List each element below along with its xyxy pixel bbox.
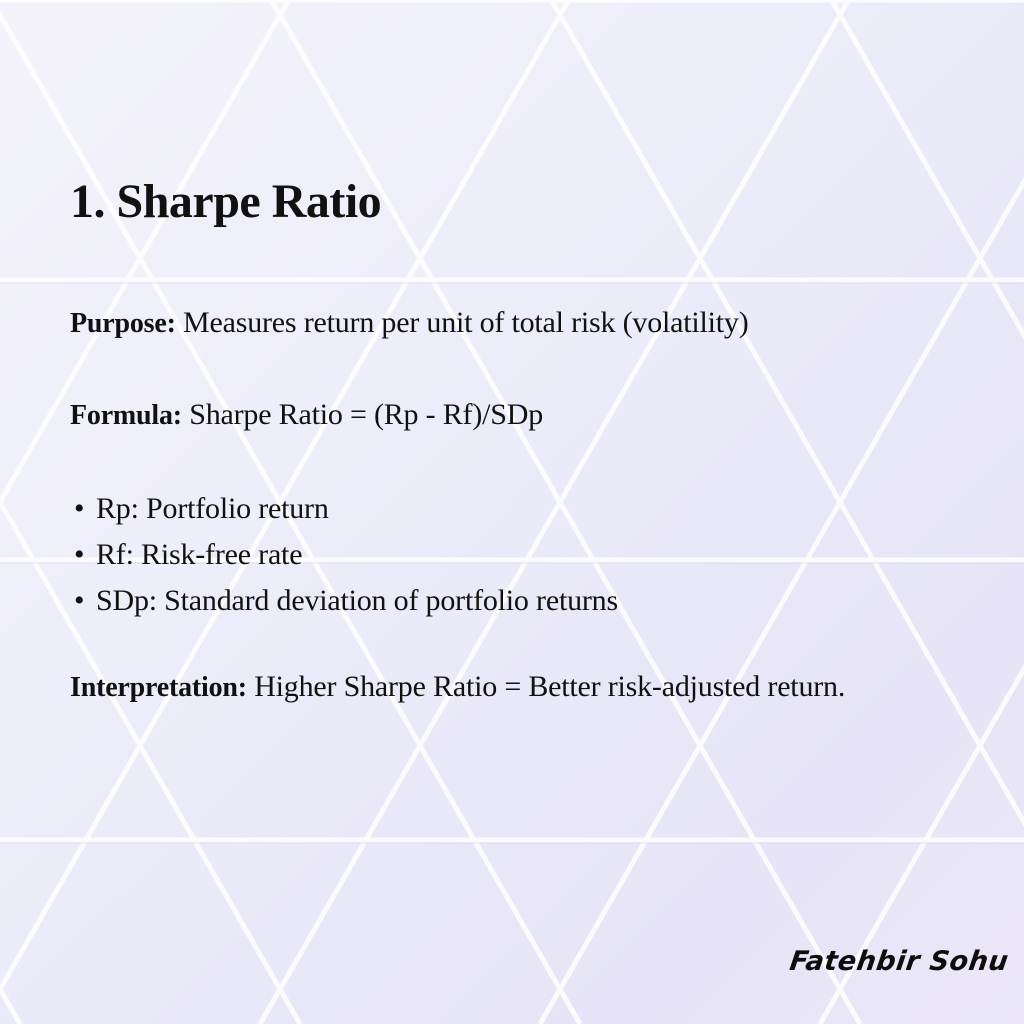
author-signature: Fatehbir Sohu (787, 946, 1011, 977)
interpretation-line (70, 670, 845, 704)
formula-line (70, 398, 543, 432)
list-item (74, 486, 618, 532)
purpose-text: Measures return per unit of total risk (volatility) (175, 306, 749, 339)
bullet-text: SDp: Standard deviation of portfolio returns (96, 584, 618, 617)
formula-text: Sharpe Ratio = (Rp - Rf)/SDp (181, 398, 544, 431)
bullet-text: Rp: Portfolio return (96, 492, 329, 525)
bullet-icon: • (74, 492, 85, 525)
purpose-line (70, 306, 749, 340)
interpretation-label: Interpretation: (70, 672, 247, 703)
bullet-icon: • (74, 538, 85, 571)
formula-label: Formula: (70, 400, 182, 431)
interpretation-text: Higher Sharpe Ratio = Better risk-adjusted return. (246, 670, 846, 703)
list-item (74, 532, 618, 578)
bullet-icon: • (74, 584, 85, 617)
slide-title: 1. Sharpe Ratio (70, 175, 382, 228)
bullet-text: Rf: Risk-free rate (96, 538, 303, 571)
purpose-label: Purpose: (70, 308, 176, 339)
variable-list (74, 486, 618, 624)
list-item (74, 578, 618, 624)
